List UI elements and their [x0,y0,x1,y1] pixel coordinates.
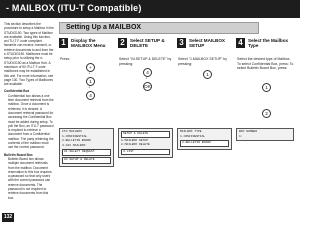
lcd-line-selected: 2.BULLETIN BOARD [180,140,229,147]
intro-paragraph: This section describes the procedure to setup a Mailbox in the STUDIO150. Two types of Mailbox are available. Using this function, an ITU-T F-code compliant facsimile can receive, transmit, or retrieve documents to and from the e-STUDIO150. Mailboxes must be setup prior to utilizing the e-STUDIO150 as a Mailbox Hub. A maximum of 50 ITU-T F-code mailboxes may be established in this unit. For more information, see page 130. Two Types of Mailboxes are available. [4,22,54,87]
step-2-description: Select "04.SETUP & DELETE" by pressing: [119,57,172,66]
lcd-line-selected: SETUP & DELETE [121,131,170,138]
step-heading: Display the MAILBOX Menu [71,38,106,49]
lcd-line: 2.MAILBOX DELETE [121,143,150,147]
lcd-display-step-3 [177,128,232,150]
step-heading: Select the Mailbox Type [248,38,289,49]
step-number: 2 [118,38,127,48]
key-4-icon: 4 [143,68,152,77]
lcd-display-step-2 [118,128,173,158]
section-header [59,22,259,34]
lcd-line: 1.CONFIDENTIAL [180,134,206,138]
section-title: Setting Up a MAILBOX [66,24,142,31]
ok-key-icon: OK [144,84,151,89]
arrow-down-icon: ↓ [88,84,91,90]
step-number: 4 [236,38,245,48]
lcd-line: BOX NUMBER [239,130,258,133]
lcd-line: 1: [239,134,243,138]
arrow-down-icon: ↓ [145,75,148,81]
key-1-icon: 1 [203,70,212,79]
lcd-line: 2.BULLETIN BOARD [62,139,91,143]
plus-key-icon: + [86,63,95,72]
lcd-display-step-4 [236,128,294,141]
lcd-display-step-1 [59,128,114,167]
lcd-line: 1.MAILBOX SETUP [121,138,149,142]
arrow-down-icon: ↓ [88,70,91,76]
step-number: 1 [59,38,68,48]
lcd-line-selected: 3.LIST [121,149,170,156]
intro-text [4,22,54,200]
lcd-line: MAILBOX TYPE [180,130,202,133]
step-number: 3 [177,38,186,48]
bullet-body: Confidential box allows a one time document retrieval from the mailbox. Once a document is retrieved, it is cleared. A document retrieval password for accessing the Confidential Box must be added during setup. To poll the Box, an ITU-T password is required to retrieve a document from a Confidential mailbox. The party retrieving the contents of the mailbox must use the correct password. [8,93,54,150]
key-2-icon: 2 [262,109,271,118]
lcd-line: 1.CONFIDENTIAL [62,134,88,138]
page-number: 132 [3,214,13,220]
key-4-icon: 4 [86,91,95,100]
step-heading: Select SETUP & DELETE [130,38,165,49]
bullet-body: Bulletin Board box allows multiple document retrievals from the mailbox. Document reservation to this box requires a password so that only users with the correct password can reserve documents. The password is not required to retrieve documents from this box. [8,156,52,200]
bullet-confidential-box [4,89,54,149]
bullet-heading: Confidential Box [4,89,30,94]
lcd-line: ITU MAILBOX [62,130,82,133]
lcd-line-selected: 04.SETUP & DELETE [62,157,111,164]
step-3-description: Select "1.MAILBOX SETUP" by pressing: [178,57,227,66]
lcd-line-selected: 01.SELECT REQUEST [62,149,111,156]
step-heading: Select MAILBOX SETUP [189,38,225,49]
bullet-bulletin-board-box [4,153,54,200]
lcd-line: 3.FAX MAILBOX [62,143,86,147]
step-4-description: Select the desired type of Mailbox. To select Confidential Box, press: To select Bulletin Board Box, press: [237,57,294,71]
key-1-icon: 1 [262,83,271,92]
key-1-icon: 1 [86,77,95,86]
step-1-description: Press: [60,57,70,61]
page-header [0,0,300,18]
page-title: - MAILBOX (ITU-T Compatible) [6,3,142,13]
bullet-heading: Bulletin Board Box [4,152,33,157]
